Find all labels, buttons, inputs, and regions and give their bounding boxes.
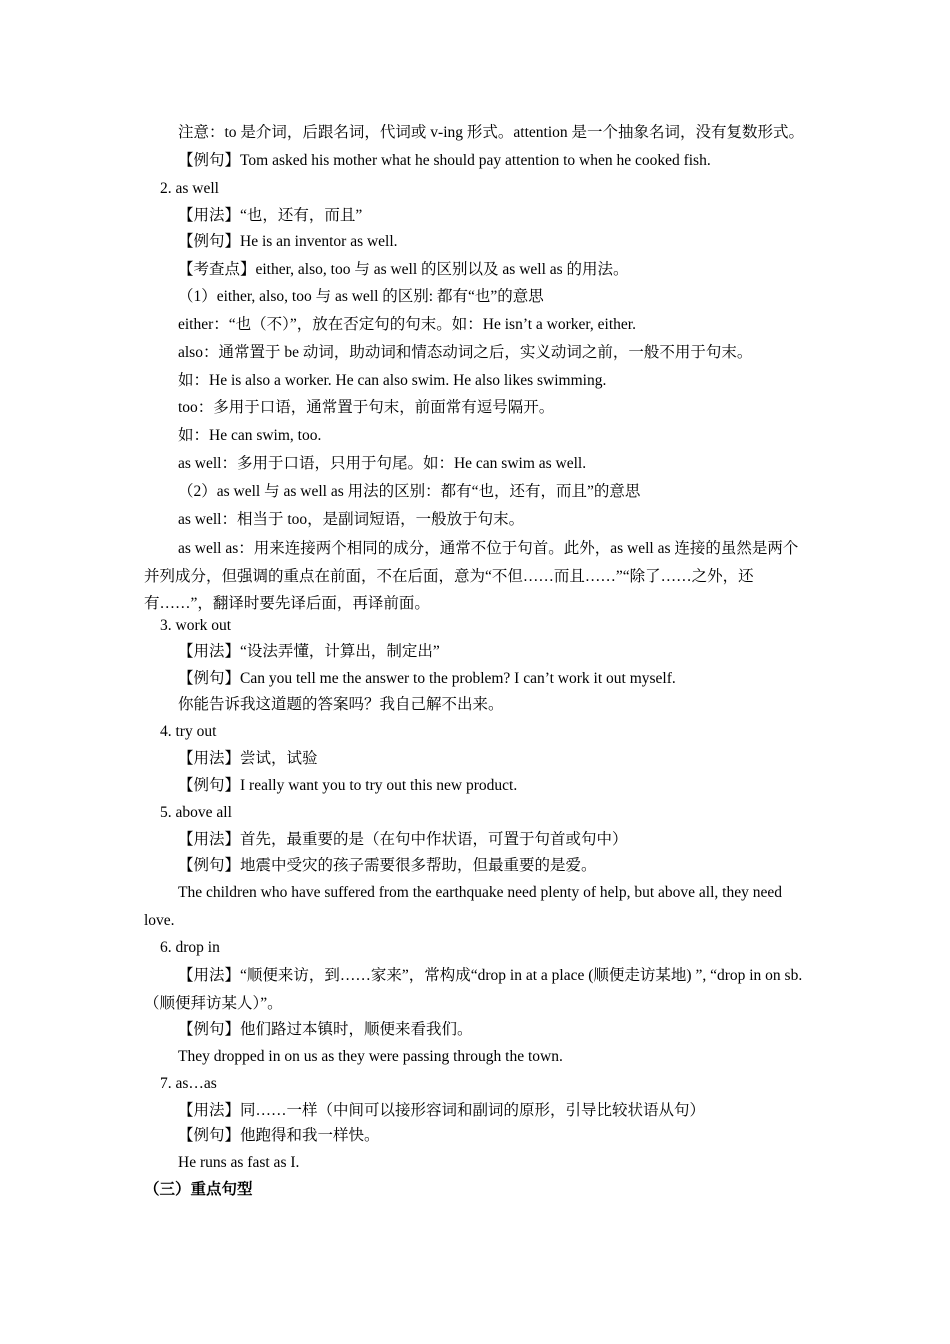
item-heading-as-well: 2. as well <box>160 180 219 197</box>
example-drop-in: 【例句】他们路过本镇时，顺便来看我们。 <box>178 1021 473 1038</box>
too-usage: too：多用于口语，通常置于句末，前面常有逗号隔开。 <box>178 399 555 416</box>
example-above-all: 【例句】地震中受灾的孩子需要很多帮助，但最重要的是爱。 <box>178 857 597 874</box>
also-example: 如：He is also a worker. He can also swim. He also likes swimming. <box>178 372 607 389</box>
usage-drop-in: 【用法】“顺便来访，到……家来”，常构成“drop in at a place (顺便走访某地) ”, “drop in on sb.（顺便拜访某人）”。 <box>144 967 803 1012</box>
translation-drop-in: They dropped in on us as they were passing through the town. <box>178 1048 563 1065</box>
example-as-well: 【例句】He is an inventor as well. <box>178 233 398 250</box>
example-as-as: 【例句】他跑得和我一样快。 <box>178 1127 380 1144</box>
example-work-out: 【例句】Can you tell me the answer to the problem? I can’t work it out myself. <box>178 670 676 687</box>
above-all-translation-paragraph <box>144 879 807 934</box>
as-well-as-text: as well as：用来连接两个相同的成分，通常不位于句首。此外，as well as 连接的虽然是两个并列成分，但强调的重点在前面，不在后面，意为“不但……而且……”“除了……之外，还有……”，翻译时要先译后面，再译前面。 <box>144 540 799 612</box>
example-pay-attention: 【例句】Tom asked his mother what he should pay attention to when he cooked fish. <box>178 152 711 169</box>
usage-try-out: 【用法】尝试，试验 <box>178 750 318 767</box>
as-well-usage: as well：多用于口语，只用于句尾。如：He can swim as well. <box>178 455 587 472</box>
usage-work-out: 【用法】“设法弄懂，计算出，制定出” <box>178 643 440 660</box>
item-heading-as-as: 7. as…as <box>160 1075 217 1092</box>
above-all-translation: The children who have suffered from the earthquake need plenty of help, but above all, they need love. <box>144 884 782 929</box>
item-heading-work-out: 3. work out <box>160 617 232 634</box>
test-point: 【考查点】either, also, too 与 as well 的区别以及 as well as 的用法。 <box>178 261 629 278</box>
translation-work-out: 你能告诉我这道题的答案吗？我自己解不出来。 <box>178 696 504 713</box>
also-usage: also：通常置于 be 动词，助动词和情态动词之后，实义动词之前，一般不用于句末。 <box>178 344 753 361</box>
drop-in-usage-paragraph <box>144 962 807 1017</box>
as-well-as-paragraph <box>144 535 807 618</box>
usage-as-as: 【用法】同……一样（中间可以接形容词和副词的原形，引导比较状语从句） <box>178 1102 706 1119</box>
either-usage: either：“也（不）”，放在否定句的句末。如：He isn’t a worker, either. <box>178 316 636 333</box>
too-example: 如：He can swim, too. <box>178 427 322 444</box>
subpoint-2: （2）as well 与 as well as 用法的区别：都有“也，还有，而且”的意思 <box>178 483 641 500</box>
translation-as-as: He runs as fast as I. <box>178 1154 300 1171</box>
item-heading-above-all: 5. above all <box>160 804 232 821</box>
as-well-too: as well：相当于 too，是副词短语，一般放于句末。 <box>178 511 525 528</box>
subpoint-1: （1）either, also, too 与 as well 的区别: 都有“也”的意思 <box>178 288 544 305</box>
note-attention: 注意：to 是介词，后跟名词，代词或 v-ing 形式。attention 是一个抽象名词，没有复数形式。 <box>178 124 805 141</box>
usage-above-all: 【用法】首先，最重要的是（在句中作状语，可置于句首或句中） <box>178 831 628 848</box>
item-heading-drop-in: 6. drop in <box>160 939 220 956</box>
usage-as-well: 【用法】“也，还有，而且” <box>178 207 363 224</box>
item-heading-try-out: 4. try out <box>160 723 217 740</box>
example-try-out: 【例句】I really want you to try out this new product. <box>178 777 518 794</box>
section-heading-key-sentences: （三）重点句型 <box>144 1181 253 1198</box>
